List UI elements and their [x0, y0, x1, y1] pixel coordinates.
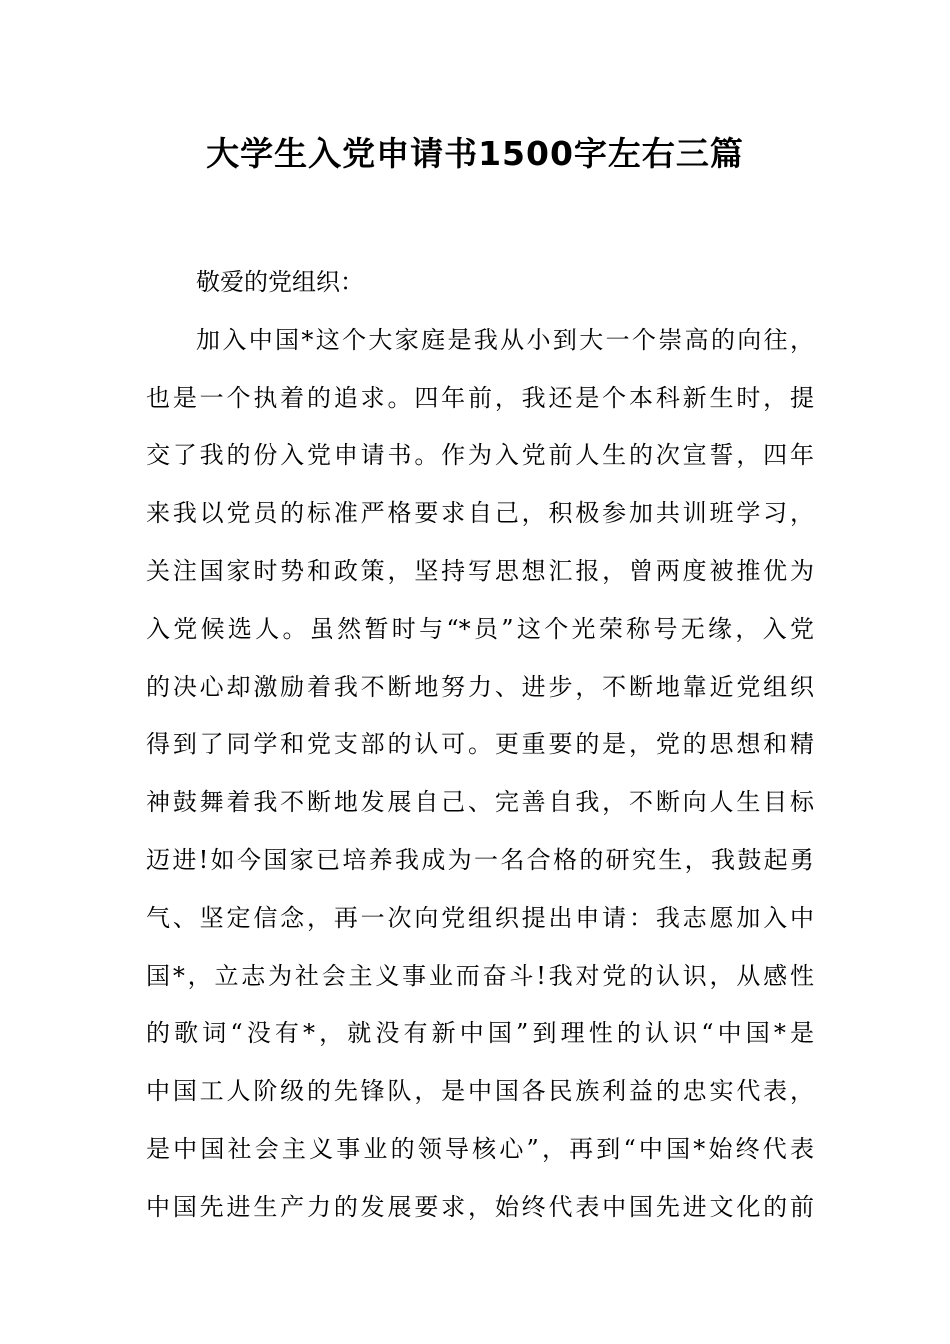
paragraph-line: 的歌词“没有*，就没有新中国”到理性的认识“中国*是: [146, 1019, 814, 1048]
paragraph-line: 中国先进生产力的发展要求，始终代表中国先进文化的前: [146, 1192, 814, 1221]
paragraph-line: 加入中国*这个大家庭是我从小到大一个崇高的向往，: [196, 325, 814, 354]
paragraph-line: 得到了同学和党支部的认可。更重要的是，党的思想和精: [146, 730, 814, 759]
document-body: [146, 262, 814, 1245]
page-title: 大学生入党申请书1500字左右三篇: [206, 134, 744, 173]
paragraph-line: 国*，立志为社会主义事业而奋斗!我对党的认识，从感性: [146, 961, 814, 990]
paragraph-line: 是中国社会主义事业的领导核心”，再到“中国*始终代表: [146, 1134, 814, 1163]
paragraph-line: 入党候选人。虽然暂时与“*员”这个光荣称号无缘，入党: [146, 614, 814, 643]
paragraph-line: 迈进!如今国家已培养我成为一名合格的研究生，我鼓起勇: [146, 845, 814, 874]
paragraph-line: 气、坚定信念，再一次向党组织提出申请：我志愿加入中: [146, 903, 814, 932]
salutation: 敬爱的党组织：: [196, 268, 364, 296]
paragraph-line: 中国工人阶级的先锋队，是中国各民族利益的忠实代表，: [146, 1077, 814, 1106]
paragraph-line: 的决心却激励着我不断地努力、进步，不断地靠近党组织: [146, 672, 814, 701]
paragraph-line: 来我以党员的标准严格要求自己，积极参加共训班学习，: [146, 499, 814, 528]
paragraph-line: 也是一个执着的追求。四年前，我还是个本科新生时，提: [146, 383, 814, 412]
paragraph-line: 交了我的份入党申请书。作为入党前人生的次宣誓，四年: [146, 441, 814, 470]
paragraph-line: 神鼓舞着我不断地发展自己、完善自我，不断向人生目标: [146, 788, 814, 817]
paragraph-line: 关注国家时势和政策，坚持写思想汇报，曾两度被推优为: [146, 556, 814, 585]
